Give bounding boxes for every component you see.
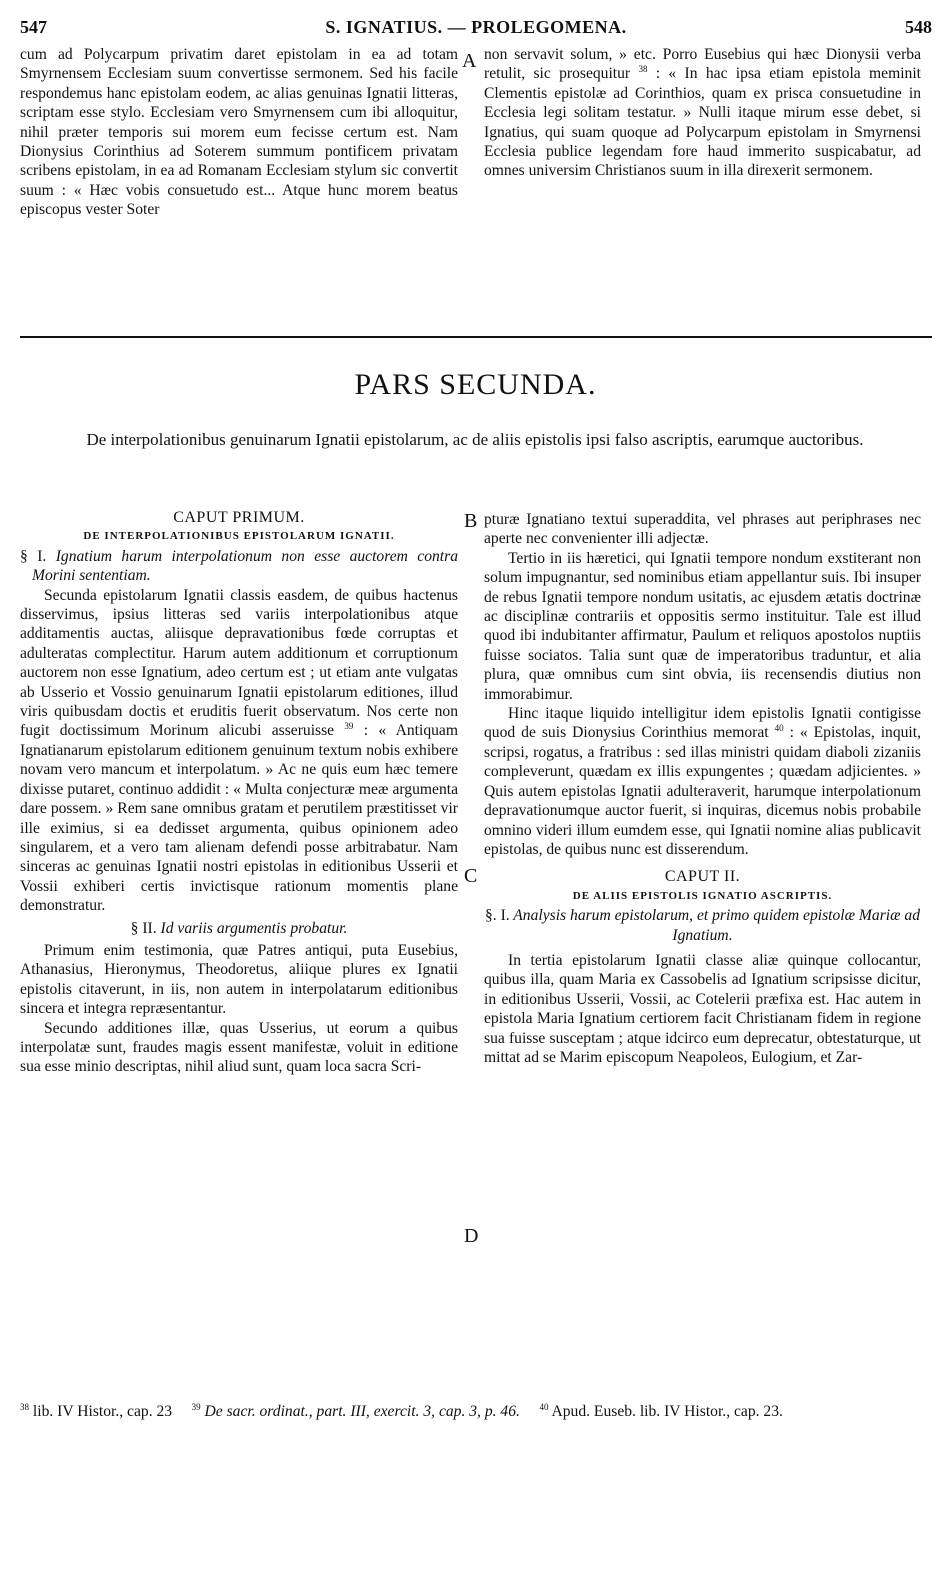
section-one-title: Ignatium harum interpolationum non esse auctorem contra Morini sententiam.	[32, 547, 458, 585]
footnote-40-text: Apud. Euseb. lib. IV Histor., cap. 23.	[551, 1403, 783, 1420]
section-two-number: § II.	[130, 919, 157, 937]
footnote-39	[192, 1403, 520, 1420]
left-paragraph-2: Primum enim testimonia, quæ Patres antiqui, puta Eusebius, Athanasius, Hieronymus, Theodoretus, aliique plures ex Ignatii epistolis citaverunt, in iis, non autem in interpolatarum editionibus sincera et integra repræsentantur.	[20, 941, 458, 1018]
page-number-left: 547	[20, 17, 47, 37]
right-column	[484, 510, 921, 1067]
footnote-39-mark: 39	[191, 1401, 201, 1412]
chapter-two-section-number: §. I.	[484, 907, 510, 925]
margin-letter-b: B	[464, 510, 478, 532]
chapter-one-title: CAPUT PRIMUM.	[173, 509, 305, 526]
chapter-two-subtitle: DE ALIIS EPISTOLIS IGNATIO ASCRIPTIS.	[572, 889, 833, 902]
top-right-text-a: non servavit solum, » etc. Porro Eusebius qui hæc Dionysii verba retulit, sic prosequitur	[484, 46, 921, 83]
note-ref-38: 38	[638, 64, 648, 75]
footnote-38-text: lib. IV Histor., cap. 23	[32, 1403, 173, 1420]
section-two-title: Id variis argumentis probatur.	[160, 919, 348, 937]
chapter-two-section-heading	[484, 906, 921, 945]
top-right-text	[484, 45, 921, 181]
note-ref-40: 40	[774, 723, 784, 734]
footnotes	[20, 1402, 932, 1421]
footnote-38-mark: 38	[20, 1401, 29, 1412]
top-left-text: cum ad Polycarpum privatim daret epistolam in ea ad totam Smyrnensem Ecclesiam suum convertisse sermonem. Sed his facile respondemus hanc epistolam eodem, ac alias genuinas Ignatii litteras, scriptam esse stylo. Ecclesiam vero Smyrnensem cum ibi alloquitur, nihil præter temporis sui morem eum fecisse certum est. Nam Dionysius Corinthius ad Soterem summum pontificem privatam scribens epistolam, in ea ad Romanam Ecclesiam stylum sic convertit suum : « Hæc vobis consuetudo est... Atque hunc morem beatus episcopus vester Soter	[20, 46, 458, 219]
running-title: S. IGNATIUS. — PROLEGOMENA.	[325, 17, 627, 37]
footnote-38	[20, 1403, 172, 1420]
chapter-two-title: CAPUT II.	[664, 868, 741, 886]
section-two-heading	[20, 919, 458, 938]
left-paragraph-1a: Secunda epistolarum Ignatii classis easdem, de quibus hactenus disservimus, ipsius litteras sed variis interpolationibus atque additamentis auctas, aliisque depravationibus fœde corruptas et adulteratas complectitur. Harum autem additionum et corruptionum auctorem non esse Ignatium, adeo certum est ; ut etiam ante vulgatas ab Usserio et Vossio genuinarum Ignatii epistolarum editiones, illud viris quibusdam doctis et eruditis fuerit observatum. Nos certe non fugit doctissimum Morinum alicubi asseruisse	[20, 586, 458, 740]
right-paragraph-1: pturæ Ignatiano textui superaddita, vel phrases aut periphrases nec aperte nec convenienter illi adjectæ.	[484, 511, 921, 548]
left-paragraph-3: Secundo additiones illæ, quas Usserius, ut eorum a quibus interpolatæ sunt, fraudes magis essent manifestæ, voluit in editione sua esse minio descriptas, nihil aliud sunt, quam loca sacra Scri-	[20, 1019, 458, 1076]
right-paragraph-3a: Hinc itaque liquido intelligitur idem epistolis Ignatii contigisse quod de suis Dionysius Corinthius memorat	[484, 705, 921, 742]
right-paragraph-3b: : « Epistolas, inquit, scripsi, rogatus, a fratribus : sed illas ministri quidam diaboli zizaniis compleverunt, quædam ex illis expungentes ; quædam adjicientes. » Quis autem epistolas Ignatii adulteraverit, harumque interpolationum depravationumque auctor fuerit, si inquiras, dicemus nobis probabile omnino videri illum eumdem esse, qui Ignatii nomine alias publicavit epistolas, de quibus nunc est disserendum.	[484, 724, 921, 858]
margin-letter-a: A	[462, 50, 477, 72]
running-header	[20, 17, 932, 43]
section-rule	[20, 336, 932, 338]
right-paragraph-3	[484, 704, 921, 859]
margin-letter-c: C	[464, 865, 478, 887]
top-right-text-b: : « In hac ipsa etiam epistola meminit Clementis epistolæ ad Corinthios, quam ex prisca consuetudine in Ecclesia legi solitam testatur. » Nulli itaque mirum esse debet, si Ignatius, qui suam quoque ad Polycarpum epistolam in Smyrnensi Ecclesia publice legendam fore haud immerito suspicabatur, ad omnes universim Christianos suum in illa direxerit sermonem.	[484, 65, 921, 180]
right-paragraph-2: Tertio in iis hæretici, qui Ignatii tempore nondum exstiterant non solum impugnantur, sed nominibus etiam appellantur suis. Ibi insuper de rebus Ignatii tempore nondum usitatis, ac ejusdem ætatis doctrinæ ac disciplinæ contrariis et oppositis sermo instituitur. Tale est illud quod ibi indubitanter affirmatur, Paulum et reliquos apostolos nuptiis fuisse sociatos. Talia sunt quæ de imperatoribus traduntur, et alia plura, quæ omnibus cum sint obvia, iis recensendis diutius non immorabimur.	[484, 549, 921, 703]
right-paragraph-4: In tertia epistolarum Ignatii classe aliæ quinque collocantur, quibus illa, quam Maria ex Cassobelis ad Ignatium scripsisse dicitur, in editionibus Usserii, Vossii, ac Cotelerii præfixa est. Hac autem in epistola Maria Ignatium certiorem facit Christianam fidem in regione sua fuisse susceptam ; atque idcirco eum deprecatur, obtestaturque, ut mittat ad se Marim episcopum Neapoleos, Eulogium, et Zar-	[484, 951, 921, 1066]
part-title: PARS SECUNDA.	[354, 368, 597, 401]
page-number-right: 548	[905, 17, 932, 37]
part-subtitle: De interpolationibus genuinarum Ignatii epistolarum, ac de aliis epistolis ipsi falso ascriptis, earumque auctoribus.	[86, 430, 864, 449]
top-right-column	[484, 45, 921, 181]
footnote-40	[539, 1403, 782, 1420]
chapter-two-section-title: Analysis harum epistolarum, et primo quidem epistolæ Mariæ ad Ignatium.	[513, 907, 921, 944]
section-one-heading	[20, 547, 458, 586]
chapter-one-subtitle: DE INTERPOLATIONIBUS EPISTOLARUM IGNATII.	[83, 530, 395, 543]
section-one-number: § I.	[20, 547, 47, 565]
left-paragraph-1b: : « Antiquam Ignatianarum epistolarum editionem genuinum textum nobis exhibere novam vero mancum et interpolatum. » Ac ne quis eum hæc temere dixisse putaret, continuo addidit : « Multa conjecturæ meæ argumenta dare possem. » Rem sane omnibus gratam et perutilem præstitisset vir ille eximius, si ea dedisset argumenta, quibus opinionem adeo singularem, et a vero tam alienam defendi posse arbitrabatur. Nam sinceras ac genuinas Ignatii nostri epistolas in editionibus Usserii et Vossii exhiberi certis invictisque rationum momentis plane demonstratur.	[20, 722, 458, 915]
footnote-39-text: De sacr. ordinat., part. III, exercit. 3, cap. 3, p. 46.	[204, 1403, 520, 1420]
left-column	[20, 508, 458, 1077]
margin-letter-d: D	[464, 1225, 479, 1247]
left-paragraph-1	[20, 586, 458, 916]
note-ref-39: 39	[344, 721, 354, 732]
footnote-40-mark: 40	[539, 1401, 549, 1412]
top-left-column	[20, 45, 458, 220]
